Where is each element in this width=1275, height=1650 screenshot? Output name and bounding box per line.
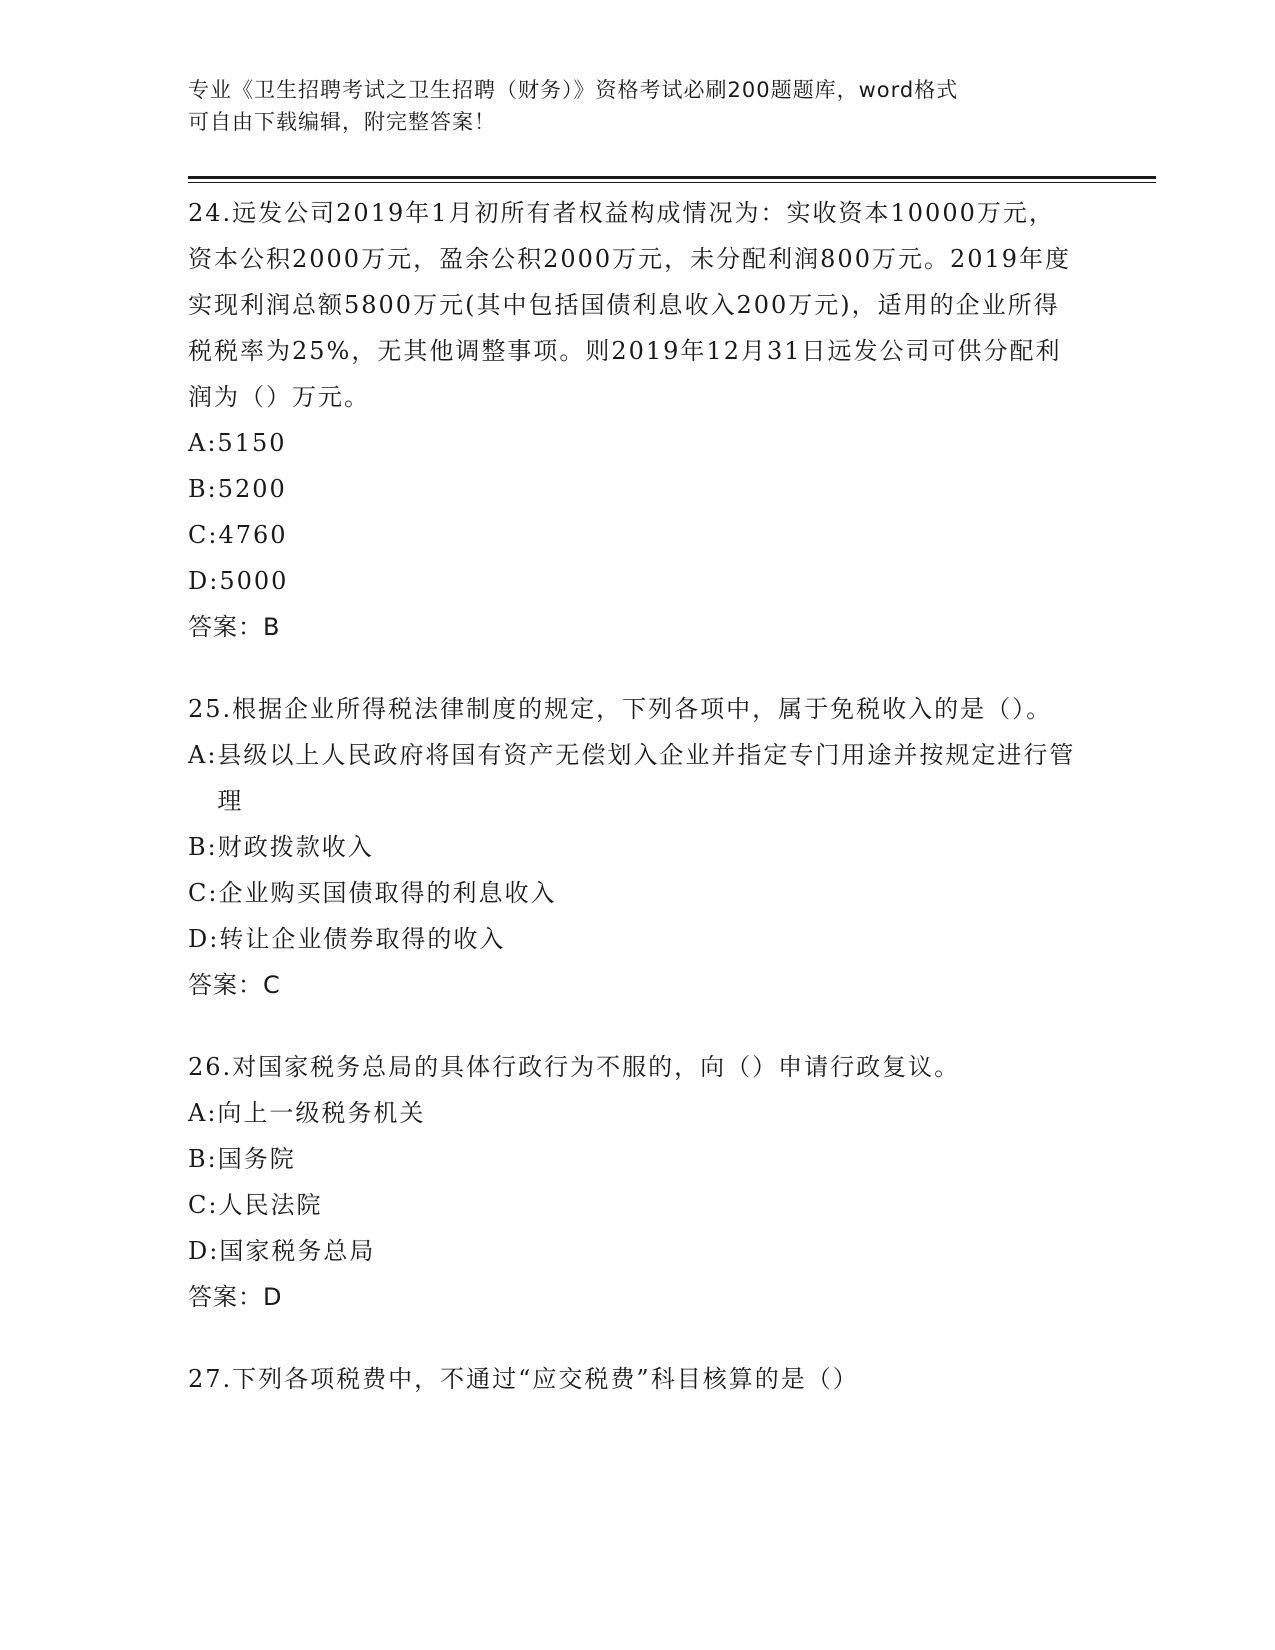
option-c <box>188 870 1078 916</box>
option-d <box>188 916 1078 962</box>
option-a <box>188 420 1078 466</box>
option-a <box>188 732 1078 824</box>
option-letter: B: <box>188 1145 218 1173</box>
option-text: 4760 <box>218 521 288 549</box>
header-divider-thick <box>188 176 1156 179</box>
option-text: 县级以上人民政府将国有资产无偿划入企业并指定专门用途并按规定进行管理 <box>217 741 1076 815</box>
answer-line: 答案：C <box>188 971 281 999</box>
option-b <box>188 1136 1078 1182</box>
option-letter: C: <box>188 1191 219 1219</box>
option-text: 5150 <box>217 429 287 457</box>
header-line-2: 可自由下载编辑，附完整答案！ <box>188 110 496 134</box>
option-text: 5200 <box>217 475 287 503</box>
option-letter: B: <box>188 475 218 503</box>
question-stem: 26.对国家税务总局的具体行政行为不服的，向（）申请行政复议。 <box>188 1053 961 1081</box>
header-line-1: 专业《卫生招聘考试之卫生招聘（财务）》资格考试必刷200题题库，word格式 <box>188 78 959 102</box>
option-b <box>188 824 1078 870</box>
option-letter: D: <box>188 925 220 953</box>
option-a <box>188 1090 1078 1136</box>
question-stem: 25.根据企业所得税法律制度的规定，下列各项中，属于免税收入的是（）。 <box>188 695 1053 723</box>
option-c <box>188 1182 1078 1228</box>
question-stem: 27.下列各项税费中，不通过“应交税费”科目核算的是（） <box>188 1365 859 1393</box>
option-letter: A: <box>188 1099 218 1127</box>
option-text: 向上一级税务机关 <box>217 1099 426 1127</box>
question-stem: 24.远发公司2019年1月初所有者权益构成情况为：实收资本10000万元，资本公积2000万元，盈余公积2000万元，未分配利润800万元。2019年度实现利润总额5800万元(其中包括国债利息收入200万元)，适用的企业所得税税率为25%，无其他调整事项。则2019年12月31日远发公司可供分配利润为（）万元。 <box>188 199 1072 411</box>
question-26 <box>188 1044 1078 1320</box>
option-text: 转让企业债券取得的收入 <box>219 925 506 953</box>
answer-line: 答案：D <box>188 1283 283 1311</box>
header-divider-thin <box>188 182 1156 183</box>
option-text: 人民法院 <box>218 1191 323 1219</box>
answer-line: 答案：B <box>188 613 281 641</box>
page-header <box>188 74 1068 138</box>
option-d <box>188 558 1078 604</box>
option-text: 财政拨款收入 <box>217 833 374 861</box>
option-text: 国务院 <box>217 1145 296 1173</box>
option-letter: D: <box>188 1237 220 1265</box>
option-text: 国家税务总局 <box>219 1237 376 1265</box>
option-b <box>188 466 1078 512</box>
option-letter: D: <box>188 567 220 595</box>
question-27 <box>188 1356 1078 1402</box>
option-letter: A: <box>188 429 218 457</box>
option-text: 5000 <box>219 567 289 595</box>
option-letter: C: <box>188 879 219 907</box>
question-list <box>188 190 1078 1438</box>
option-letter: C: <box>188 521 219 549</box>
option-text: 企业购买国债取得的利息收入 <box>218 879 557 907</box>
option-c <box>188 512 1078 558</box>
option-d <box>188 1228 1078 1274</box>
question-25 <box>188 686 1078 1008</box>
option-letter: A: <box>188 741 218 769</box>
option-letter: B: <box>188 833 218 861</box>
question-24 <box>188 190 1078 650</box>
